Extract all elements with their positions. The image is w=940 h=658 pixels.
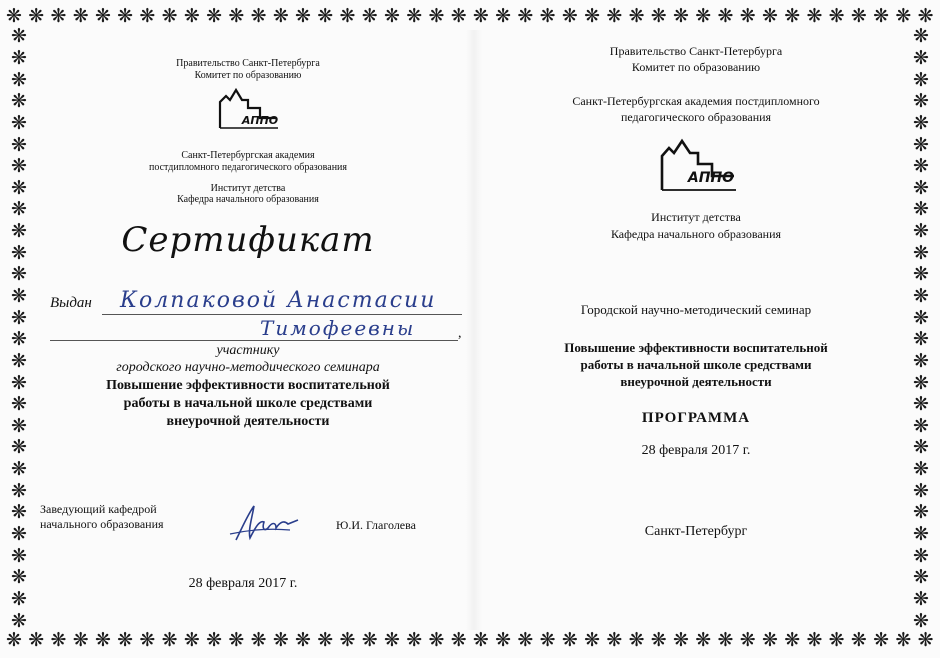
border-star-icon: ❋ — [913, 567, 929, 589]
cert-topic-line3: внеурочной деятельности — [166, 414, 330, 429]
border-star-icon: ❋ — [913, 437, 929, 459]
border-star-icon: ❋ — [94, 630, 111, 651]
border-star-icon: ❋ — [11, 69, 27, 91]
border-star-icon: ❋ — [11, 524, 27, 546]
prog-government: Правительство Санкт-Петербурга — [609, 44, 783, 58]
recipient-underline-1 — [102, 314, 462, 315]
border-star-icon: ❋ — [11, 47, 27, 69]
border-star-icon: ❋ — [739, 630, 756, 651]
prog-topic-line3: внеурочной деятельности — [620, 374, 772, 389]
border-star-icon: ❋ — [11, 372, 27, 394]
border-star-icon: ❋ — [450, 630, 467, 651]
border-star-icon: ❋ — [628, 6, 645, 27]
border-star-icon: ❋ — [850, 6, 867, 27]
border-star-icon: ❋ — [913, 91, 929, 113]
border-star-icon: ❋ — [11, 415, 27, 437]
border-star-icon: ❋ — [228, 630, 245, 651]
border-star-icon: ❋ — [450, 6, 467, 27]
border-star-icon: ❋ — [11, 588, 27, 610]
border-star-icon: ❋ — [11, 610, 27, 632]
border-star-icon: ❋ — [295, 6, 311, 27]
program-page — [482, 30, 910, 630]
border-star-icon: ❋ — [606, 6, 623, 27]
border-star-icon: ❋ — [228, 6, 245, 27]
border-star-icon: ❋ — [561, 630, 578, 651]
prog-department: Кафедра начального образования — [610, 227, 782, 241]
recipient-patronymic: Тимофеевны — [260, 316, 416, 340]
border-star-icon: ❋ — [913, 221, 929, 243]
issued-label: Выдан — [50, 295, 92, 311]
border-star-icon: ❋ — [428, 6, 445, 27]
border-star-icon: ❋ — [6, 630, 22, 651]
border-star-icon: ❋ — [406, 6, 423, 27]
signer-name: Ю.И. Глаголева — [336, 518, 416, 532]
cert-logo-text: АППО — [241, 114, 279, 127]
border-star-icon: ❋ — [11, 307, 27, 329]
border-star-icon: ❋ — [761, 630, 778, 651]
border-star-icon: ❋ — [361, 6, 378, 27]
border-star-icon: ❋ — [539, 630, 556, 651]
border-star-icon: ❋ — [495, 630, 512, 651]
border-star-icon: ❋ — [539, 6, 556, 27]
border-star-icon: ❋ — [50, 630, 67, 651]
border-star-icon: ❋ — [695, 6, 712, 27]
border-star-icon: ❋ — [913, 329, 929, 351]
border-star-icon: ❋ — [206, 6, 223, 27]
border-star-icon: ❋ — [250, 6, 267, 27]
border-star-icon: ❋ — [913, 394, 929, 416]
border-star-icon: ❋ — [11, 545, 27, 567]
border-star-icon: ❋ — [11, 199, 27, 221]
prog-city: Санкт-Петербург — [644, 524, 748, 539]
border-star-icon: ❋ — [11, 329, 27, 351]
border-star-icon: ❋ — [784, 6, 801, 27]
border-star-icon: ❋ — [11, 350, 27, 372]
border-star-icon: ❋ — [673, 630, 689, 651]
border-star-icon: ❋ — [913, 286, 929, 307]
appo-logo-icon — [216, 88, 282, 134]
border-star-icon: ❋ — [50, 6, 67, 27]
border-star-icon: ❋ — [406, 630, 423, 651]
prog-committee: Комитет по образованию — [631, 60, 761, 74]
border-star-icon: ❋ — [584, 630, 601, 651]
border-star-icon: ❋ — [28, 6, 45, 27]
cert-government: Правительство Санкт-Петербурга — [176, 58, 320, 69]
border-star-icon: ❋ — [913, 545, 929, 567]
border-star-icon: ❋ — [11, 112, 27, 134]
border-star-icon: ❋ — [11, 91, 27, 113]
prog-topic-line1: Повышение эффективности воспитательной — [564, 340, 828, 355]
border-star-icon: ❋ — [606, 630, 623, 651]
appo-logo-icon — [656, 138, 740, 198]
border-top — [0, 4, 940, 30]
border-star-icon: ❋ — [913, 307, 929, 329]
border-star-icon: ❋ — [339, 630, 356, 651]
border-star-icon: ❋ — [873, 6, 890, 27]
border-star-icon: ❋ — [913, 199, 929, 221]
cert-role: участнику — [216, 343, 280, 358]
border-star-icon: ❋ — [673, 6, 689, 27]
prog-logo-text: АППО — [687, 170, 735, 186]
border-star-icon: ❋ — [828, 630, 845, 651]
prog-academy-line1: Санкт-Петербургская академия постдипломного — [572, 94, 820, 108]
border-star-icon: ❋ — [11, 286, 27, 307]
border-star-icon: ❋ — [339, 6, 356, 27]
border-star-icon: ❋ — [117, 6, 134, 27]
border-star-icon: ❋ — [11, 242, 27, 264]
border-star-icon: ❋ — [917, 6, 934, 27]
border-star-icon: ❋ — [517, 630, 534, 651]
border-star-icon: ❋ — [806, 630, 823, 651]
border-right — [908, 26, 934, 632]
border-star-icon: ❋ — [828, 6, 845, 27]
border-star-icon: ❋ — [913, 524, 929, 546]
border-star-icon: ❋ — [913, 610, 929, 632]
border-left — [6, 26, 32, 632]
border-star-icon: ❋ — [250, 630, 267, 651]
border-star-icon: ❋ — [913, 502, 929, 524]
border-star-icon: ❋ — [806, 6, 823, 27]
border-star-icon: ❋ — [895, 6, 912, 27]
border-star-icon: ❋ — [913, 156, 929, 178]
border-star-icon: ❋ — [913, 47, 929, 69]
border-star-icon: ❋ — [913, 134, 929, 156]
prog-academy-line2: педагогического образования — [620, 110, 772, 124]
cert-topic-line2: работы в начальной школе средствами — [123, 396, 373, 411]
border-star-icon: ❋ — [206, 630, 223, 651]
border-star-icon: ❋ — [6, 6, 22, 27]
signature-icon — [228, 500, 304, 546]
border-star-icon: ❋ — [94, 6, 111, 27]
border-star-icon: ❋ — [584, 6, 601, 27]
border-star-icon: ❋ — [183, 6, 200, 27]
border-star-icon: ❋ — [11, 394, 27, 416]
border-star-icon: ❋ — [139, 6, 156, 27]
border-star-icon: ❋ — [650, 6, 667, 27]
border-star-icon: ❋ — [272, 630, 289, 651]
cert-academy-line1: Санкт-Петербургская академия — [181, 150, 315, 161]
prog-seminar: Городской научно-методический семинар — [580, 302, 812, 317]
border-star-icon: ❋ — [72, 6, 89, 27]
border-star-icon: ❋ — [11, 26, 27, 48]
border-star-icon: ❋ — [11, 134, 27, 156]
border-star-icon: ❋ — [11, 459, 27, 481]
border-star-icon: ❋ — [317, 6, 334, 27]
border-star-icon: ❋ — [917, 630, 934, 651]
certificate-title: Сертификат — [121, 220, 375, 260]
border-star-icon: ❋ — [11, 567, 27, 589]
border-star-icon: ❋ — [695, 630, 712, 651]
border-star-icon: ❋ — [717, 630, 734, 651]
border-star-icon: ❋ — [11, 156, 27, 178]
border-star-icon: ❋ — [383, 6, 400, 27]
cert-department: Кафедра начального образования — [177, 194, 319, 205]
border-star-icon: ❋ — [161, 6, 178, 27]
border-star-icon: ❋ — [913, 480, 929, 502]
border-star-icon: ❋ — [11, 502, 27, 524]
border-star-icon: ❋ — [272, 6, 289, 27]
cert-committee: Комитет по образованию — [194, 70, 302, 81]
border-star-icon: ❋ — [517, 6, 534, 27]
border-star-icon: ❋ — [11, 437, 27, 459]
page-fold — [466, 30, 482, 630]
border-star-icon: ❋ — [913, 350, 929, 372]
border-star-icon: ❋ — [913, 372, 929, 394]
border-star-icon: ❋ — [873, 630, 890, 651]
head-title — [40, 502, 164, 532]
cert-date: 28 февраля 2017 г. — [188, 576, 298, 591]
border-star-icon: ❋ — [561, 6, 578, 27]
border-star-icon: ❋ — [913, 112, 929, 134]
border-star-icon: ❋ — [628, 630, 645, 651]
border-star-icon: ❋ — [913, 415, 929, 437]
prog-institute: Институт детства — [651, 210, 741, 224]
border-star-icon: ❋ — [717, 6, 734, 27]
border-star-icon: ❋ — [72, 630, 89, 651]
border-star-icon: ❋ — [161, 630, 178, 651]
border-star-icon: ❋ — [495, 6, 512, 27]
border-star-icon: ❋ — [28, 630, 45, 651]
border-star-icon: ❋ — [11, 177, 27, 199]
border-star-icon: ❋ — [11, 264, 27, 286]
head-line1: Заведующий кафедрой — [40, 502, 157, 516]
prog-date: 28 февраля 2017 г. — [641, 443, 751, 458]
border-star-icon: ❋ — [317, 630, 334, 651]
certificate-page — [30, 30, 466, 630]
border-star-icon: ❋ — [913, 26, 929, 48]
border-bottom — [0, 628, 940, 654]
border-star-icon: ❋ — [117, 630, 134, 651]
cert-seminar-type: городского научно-методического семинара — [116, 360, 380, 375]
border-star-icon: ❋ — [913, 177, 929, 199]
prog-heading: ПРОГРАММА — [641, 410, 751, 426]
border-star-icon: ❋ — [784, 630, 801, 651]
border-star-icon: ❋ — [739, 6, 756, 27]
border-star-icon: ❋ — [361, 630, 378, 651]
border-star-icon: ❋ — [383, 630, 400, 651]
border-star-icon: ❋ — [472, 630, 489, 651]
border-star-icon: ❋ — [913, 264, 929, 286]
border-star-icon: ❋ — [761, 6, 778, 27]
recipient-underline-2 — [50, 340, 458, 341]
border-star-icon: ❋ — [650, 630, 667, 651]
head-line2: начального образования — [40, 517, 164, 531]
border-star-icon: ❋ — [913, 459, 929, 481]
border-star-icon: ❋ — [472, 6, 489, 27]
border-star-icon: ❋ — [913, 588, 929, 610]
border-star-icon: ❋ — [11, 221, 27, 243]
prog-topic-line2: работы в начальной школе средствами — [580, 357, 812, 372]
border-star-icon: ❋ — [913, 242, 929, 264]
recipient-name: Колпаковой Анастасии — [120, 288, 437, 313]
border-star-icon: ❋ — [295, 630, 311, 651]
border-star-icon: ❋ — [913, 69, 929, 91]
cert-institute: Институт детства — [210, 183, 286, 194]
cert-topic-line1: Повышение эффективности воспитательной — [106, 378, 390, 393]
cert-academy-line2: постдипломного педагогического образования — [149, 162, 347, 173]
border-star-icon: ❋ — [11, 480, 27, 502]
border-star-icon: ❋ — [850, 630, 867, 651]
border-star-icon: ❋ — [428, 630, 445, 651]
border-star-icon: ❋ — [895, 630, 912, 651]
recipient-comma: , — [458, 326, 462, 341]
border-star-icon: ❋ — [183, 630, 200, 651]
border-star-icon: ❋ — [139, 630, 156, 651]
